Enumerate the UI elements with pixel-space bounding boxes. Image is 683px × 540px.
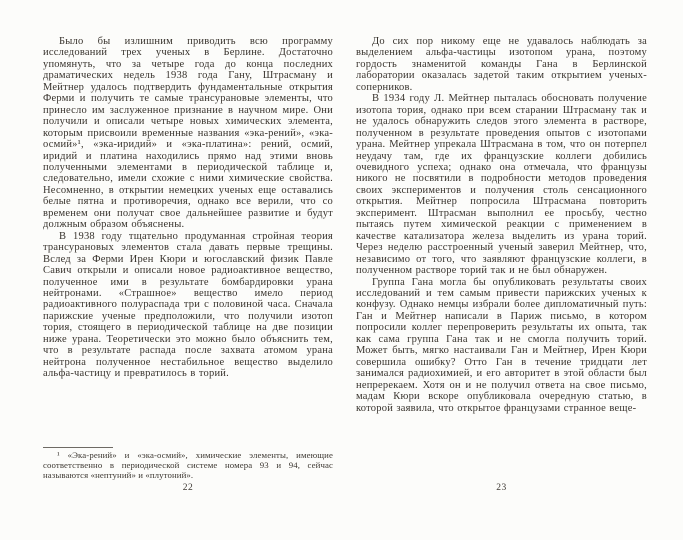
- paragraph: Было бы излишним приводить всю программу исследований трех ученых в Берлине. Достаточно упомянуть, что за четыре года до конца последних драматических недель 1938 года Гану, Штрасману и Мейтнер удалось подтвердить фундаментальные открытия Ферми и получить те самые трансурановые элементы, что принесло им заслуженное признание в научном мире. Они получили и описали четыре новых химических элемента, которым присвоили временные названия «эка-рений», «эка-осмий»¹, «эка-иридий» и «эка-платина»: рений, осмий, иридий и платина находились прямо над этими вновь полученными элементами в периодической таблице и, следовательно, имели схожие с ними химические свойства. Несомненно, в открытии немецких ученых еще оставались белые пятна и противоречия, однако все верили, что со временем они получат свое дальнейшее развитие и будут должным образом объяснены.: [43, 36, 333, 231]
- left-page-text: [43, 36, 333, 380]
- left-page: [43, 0, 333, 540]
- footnote-text: ¹ «Эка-рений» и «эка-осмий», химические элементы, имеющие соответственно в периодической системе номера 93 и 94, сейчас называются «нептуний» и «плутоний».: [43, 450, 333, 480]
- right-page-number: 23: [496, 483, 507, 493]
- right-page-text: [356, 36, 647, 414]
- left-page-number: 22: [182, 483, 194, 493]
- paragraph: До сих пор никому еще не удавалось наблюдать за выделением альфа-частицы изотопом урана, поэтому гордость знаменитой команды Гана в Берлинской лаборатории оказалась задетой таким открытием ученых-соперников.: [356, 36, 647, 93]
- paragraph: Группа Гана могла бы опубликовать результаты своих исследований и тем самым привести парижских ученых к конфузу. Однако немцы избрали более дипломатичный путь: Ган и Мейтнер написали в Париж письмо, в котором попросили коллег перепроверить результаты их опыта, так как сама группа Гана так и не смогла получить торий. Может быть, мягко настаивали Ган и Мейтнер, Ирен Кюри совершила ошибку? Отто Ган в течение тридцати лет занимался радиохимией, и его авторитет в этой области был непререкаем. Хотя он и не получил ответа на свое письмо, мадам Кюри вскоре опубликовала очередную статью, в которой заявила, что открытое французами странное веще-: [356, 276, 647, 414]
- paragraph: В 1934 году Л. Мейтнер пыталась обосновать получение изотопа тория, однако при всем старании Штрасману так и не удалось обнаружить следов этого элемента в растворе, полученном в результате проведения опытов с изотопами урана. Мейтнер упрекала Штрасмана в том, что он потерпел неудачу там, где их французские коллеги добились очевидного успеха; однако она отмечала, что французы никого не посвятили в подробности методов проведения своих экспериментов и получения столь сенсационного открытия. Мейтнер попросила Штрасмана повторить эксперимент. Штрасман выполнил ее просьбу, честно пытаясь путем химической реакции с применением в качестве катализатора железа выделить из урана торий. Через неделю расстроенный ученый заверил Мейтнер, что, независимо от того, что заявляют французские коллеги, в полученном растворе торий так и не был обнаружен.: [356, 93, 647, 277]
- footnote-separator: [43, 447, 113, 448]
- paragraph: В 1938 году тщательно продуманная стройная теория трансурановых элементов стала давать первые трещины. Вслед за Ферми Ирен Кюри и югославский физик Павле Савич открыли и описали новое радиоактивное вещество, полученное ими в результате бомбардировки урана нейтронами. «Страшное» вещество имело период радиоактивного полураспада три с половиной часа. Сначала парижские ученые предположили, что получили изотоп тория, стоящего в периодической таблице на две позиции ниже урана. Теоретически это можно было объяснить тем, что в результате распада после захвата атомом урана нейтрона полученное нестабильное вещество выделило альфа-частицу и превратилось в торий.: [43, 230, 333, 380]
- footnote-block: [43, 447, 333, 480]
- right-page: [356, 0, 647, 540]
